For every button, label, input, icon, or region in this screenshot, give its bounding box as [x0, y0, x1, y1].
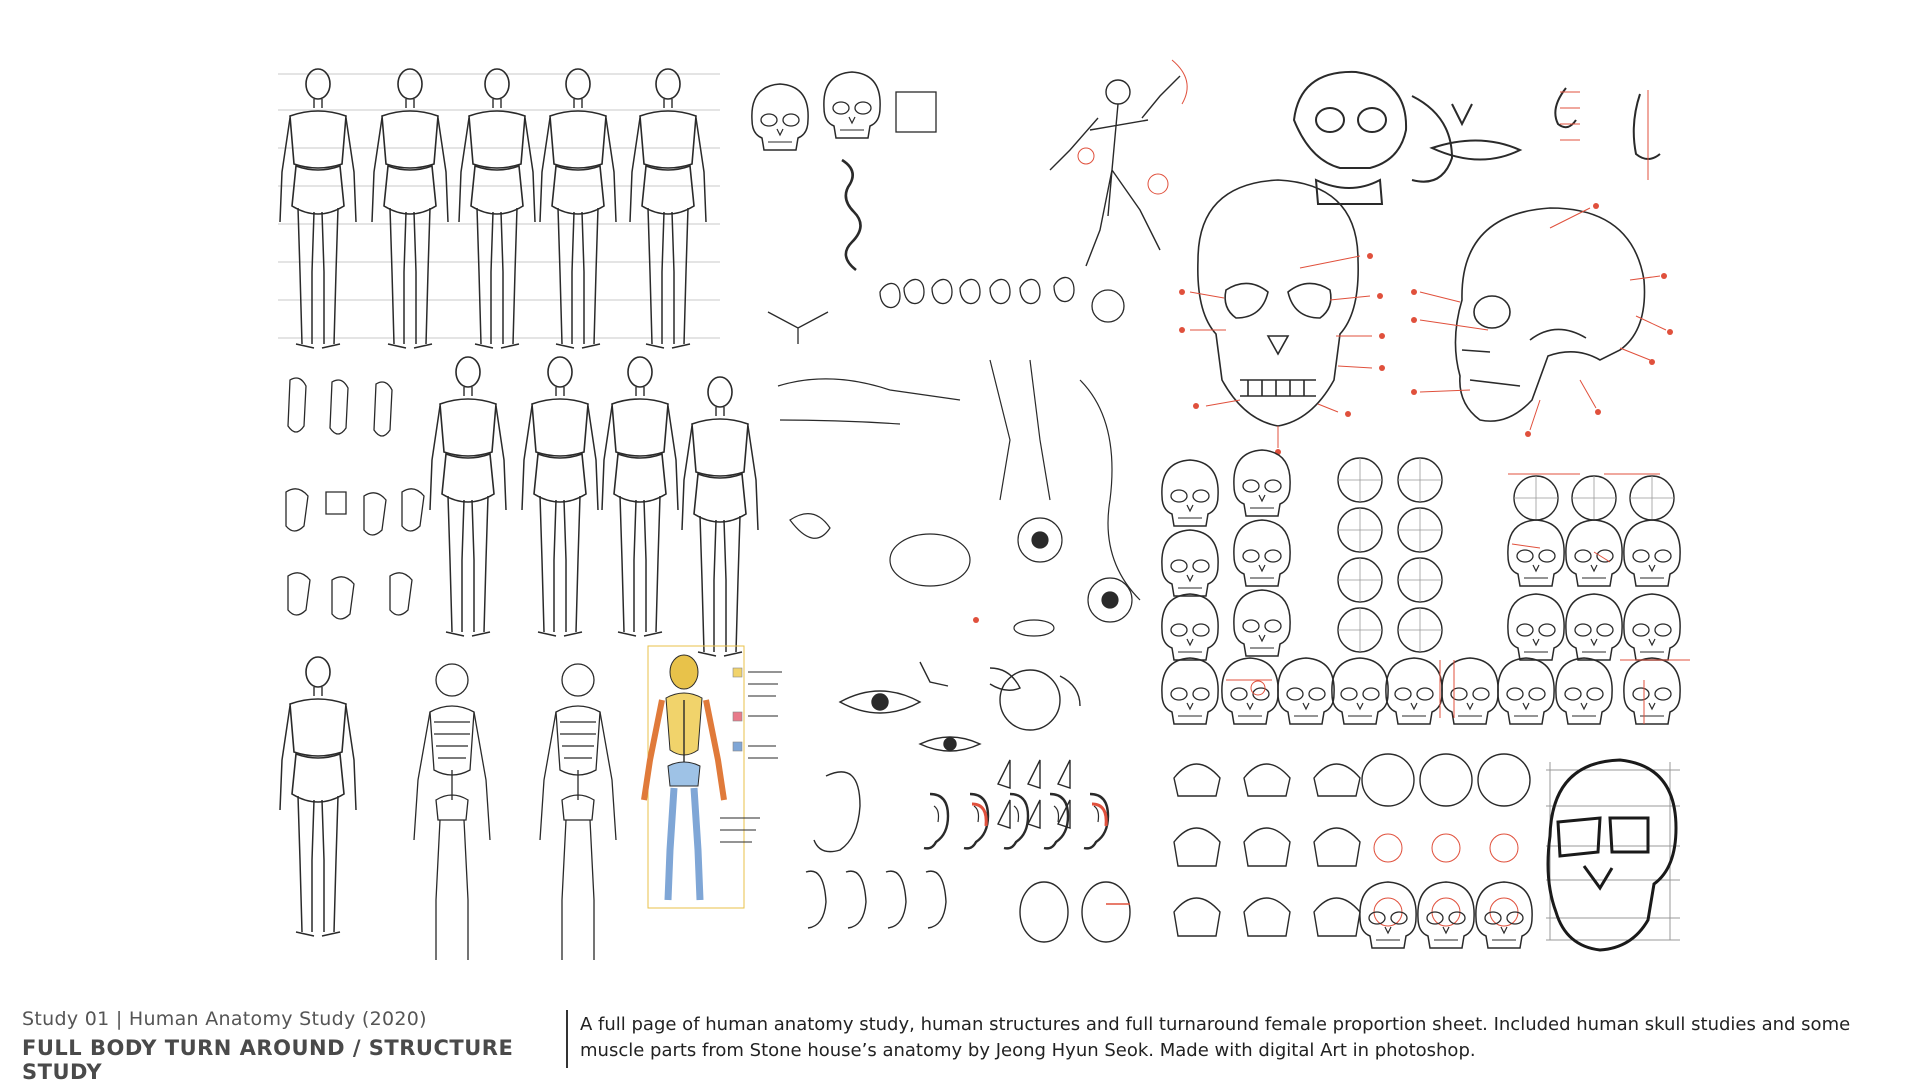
caption-block	[22, 1008, 562, 1084]
study-title: FULL BODY TURN AROUND / STRUCTURE STUDY	[22, 1036, 514, 1084]
turnaround-figures	[278, 69, 720, 348]
study-description: A full page of human anatomy study, human structures and full turnaround female proportion sheet. Included human skull studies and some muscle parts from Stone house’s anatomy by Jeong Hyun Seok. Made with digital Art in photoshop.	[580, 1014, 1851, 1061]
skull-labeled-front	[1179, 180, 1385, 455]
large-skull-construction	[1546, 760, 1680, 950]
colored-skeleton	[644, 646, 782, 908]
skull-and-spine-studies	[752, 60, 1187, 636]
skull-block-heads	[1162, 450, 1690, 724]
caption-divider	[566, 1010, 568, 1068]
jaw-and-mouth-sketches	[1294, 72, 1660, 204]
skeleton-studies	[280, 657, 616, 960]
skull-plane-studies	[1174, 754, 1532, 948]
skull-labeled-side	[1411, 203, 1673, 437]
facial-feature-studies	[806, 662, 1130, 942]
study-number: Study 01 | Human Anatomy Study (2020)	[22, 1008, 427, 1030]
structure-figures	[286, 357, 758, 656]
